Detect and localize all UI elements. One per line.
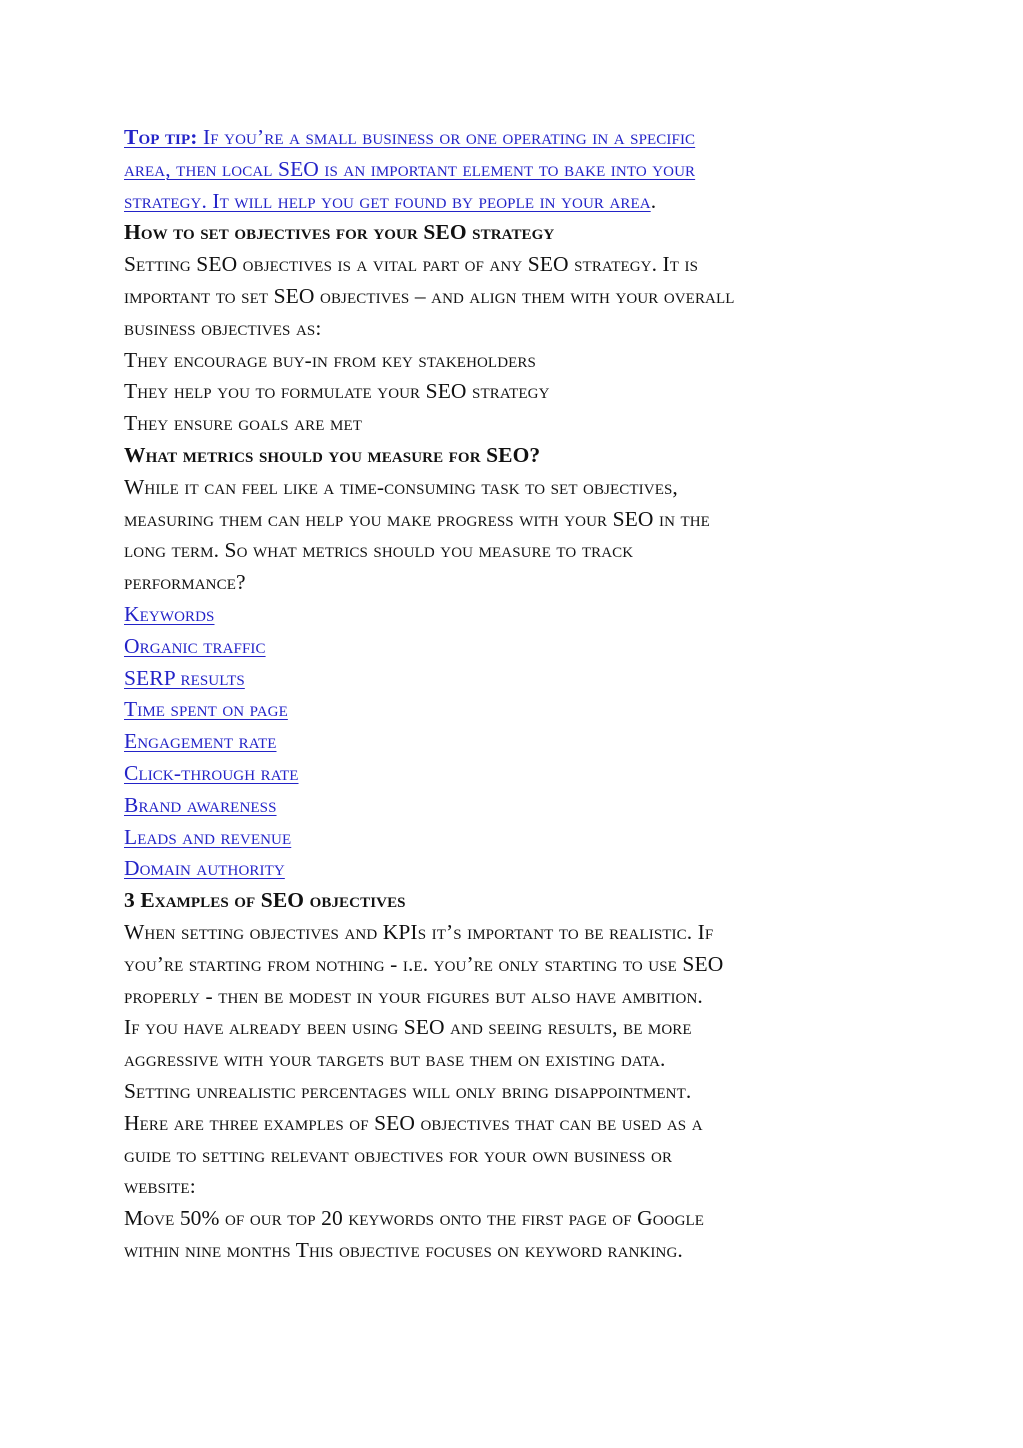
metric-link-keywords[interactable]: Keywords (124, 601, 215, 626)
top-tip-line-1 (124, 122, 924, 154)
metric-link-organic-traffic[interactable]: Organic traffic (124, 633, 266, 658)
metrics-heading: What metrics should you measure for SEO? (124, 442, 541, 467)
top-tip-text-1[interactable]: If you’re a small business or one operating in a specific (197, 125, 696, 149)
examples-para-line: Here are three examples of SEO objectives that can be used as a (124, 1110, 703, 1135)
top-tip-label[interactable]: Top tip: (124, 125, 198, 149)
examples-para-line: within nine months This objective focuses on keyword ranking. (124, 1237, 683, 1262)
top-tip-text-2[interactable]: area, then local SEO is an important element to bake into your (124, 156, 696, 181)
metric-link-leads-revenue[interactable]: Leads and revenue (124, 824, 292, 849)
top-tip-line-3 (124, 186, 924, 218)
metric-link-engagement-rate[interactable]: Engagement rate (124, 729, 277, 754)
examples-para-line: properly - then be modest in your figures but also have ambition. (124, 983, 703, 1008)
top-tip-text-3[interactable]: strategy. It will help you get found by people in your area (124, 188, 651, 213)
objectives-para-line: important to set SEO objectives – and align them with your overall (124, 283, 735, 308)
examples-para-line: guide to setting relevant objectives for your own business or (124, 1142, 673, 1167)
metrics-para-line: measuring them can help you make progress with your SEO in the (124, 506, 710, 531)
examples-para-line: website: (124, 1174, 196, 1199)
examples-para-line: If you have already been using SEO and seeing results, be more (124, 1015, 692, 1040)
metric-link-click-through-rate[interactable]: Click-through rate (124, 760, 299, 785)
metric-link-domain-authority[interactable]: Domain authority (124, 856, 285, 881)
objectives-heading: How to set objectives for your SEO strategy (124, 220, 555, 245)
metrics-para-line: performance? (124, 570, 246, 595)
reason-item: They encourage buy-in from key stakeholders (124, 347, 536, 372)
objectives-para-line: business objectives as: (124, 315, 322, 340)
objectives-para-line: Setting SEO objectives is a vital part of any SEO strategy. It is (124, 252, 699, 277)
reason-item: They ensure goals are met (124, 411, 362, 436)
metrics-para-line: While it can feel like a time-consuming task to set objectives, (124, 474, 678, 499)
top-tip-period: . (650, 188, 657, 213)
metric-link-time-spent[interactable]: Time spent on page (124, 697, 288, 722)
top-tip-line-2 (124, 154, 924, 186)
metrics-para-line: long term. So what metrics should you measure to track (124, 538, 634, 563)
metric-link-brand-awareness[interactable]: Brand awareness (124, 792, 277, 817)
metric-link-serp-results[interactable]: SERP results (124, 665, 245, 690)
document-page (124, 122, 924, 1267)
examples-para-line: aggressive with your targets but base them on existing data. (124, 1047, 666, 1072)
examples-heading: 3 Examples of SEO objectives (124, 888, 406, 913)
examples-para-line: Move 50% of our top 20 keywords onto the first page of Google (124, 1206, 705, 1231)
reason-item: They help you to formulate your SEO strategy (124, 379, 550, 404)
examples-para-line: Setting unrealistic percentages will only bring disappointment. (124, 1078, 692, 1103)
examples-para-line: you’re starting from nothing - i.e. you’re only starting to use SEO (124, 951, 724, 976)
examples-para-line: When setting objectives and KPIs it’s important to be realistic. If (124, 919, 714, 944)
